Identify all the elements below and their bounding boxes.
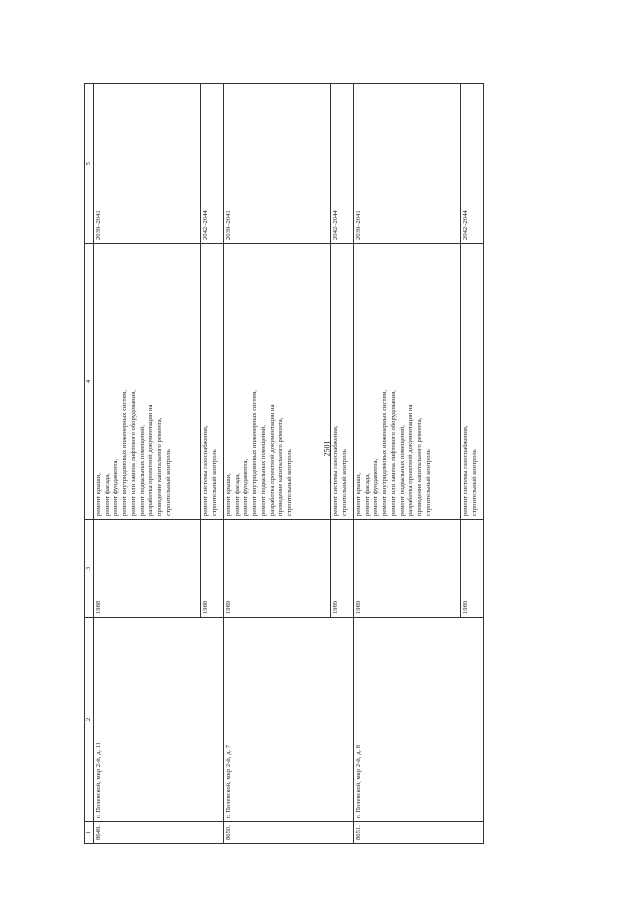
work-item: строительный контроль [470,449,478,516]
row-period: 2042–2044 [331,84,354,244]
row-works [354,244,461,520]
row-period: 2039–2041 [94,84,201,244]
row-address: г. Полевской, мкр 2-й, д. 11 [94,618,224,822]
work-item: ремонт системы газоснабжения, [462,425,469,516]
row-works [461,244,484,520]
work-item: ремонт внутридомовых инженерных систем, [381,389,389,516]
row-address: г. Полевской, мкр 2-й, д. 7 [224,618,354,822]
rotated-register [84,84,519,844]
work-item: проведение капитального ремонта, [415,417,423,516]
page-number: 2501 [322,440,332,457]
work-item: строительный контроль [285,449,293,516]
work-item: ремонт крыши, [225,473,232,516]
work-item: разработка проектной документации на [407,404,415,516]
row-number: 8650. [224,822,354,844]
table-header-row [85,84,94,844]
work-item: ремонт фасада, [103,473,111,516]
row-period: 2039–2041 [224,84,331,244]
row-period: 2042–2044 [201,84,224,244]
work-item: ремонт внутридомовых инженерных систем, [121,389,129,516]
capital-repair-table [84,83,484,844]
row-works [331,244,354,520]
work-item: ремонт крыши, [355,473,362,516]
work-item: ремонт системы газоснабжения, [332,425,339,516]
row-year: 1988 [201,520,224,618]
header-col-5: 5 [85,84,94,244]
work-item: строительный контроль [164,449,172,516]
header-col-1: 1 [85,822,94,844]
work-item: строительный контроль [340,449,348,516]
work-item: ремонт фундамента, [242,458,250,516]
work-item: ремонт фундамента, [372,458,380,516]
row-period: 2039–2041 [354,84,461,244]
header-col-3: 3 [85,520,94,618]
row-works [94,244,201,520]
work-item: ремонт фундамента, [112,458,120,516]
work-item: разработка проектной документации на [268,404,276,516]
row-year: 1989 [354,520,461,618]
row-year: 1989 [224,520,331,618]
header-col-4: 4 [85,244,94,520]
work-item: ремонт фасада, [233,473,241,516]
header-col-2: 2 [85,618,94,822]
table-row [224,84,331,844]
work-item: ремонт или замена лифтового оборудования, [389,390,397,516]
table-row [354,84,461,844]
work-item: ремонт подвальных помещений, [398,425,406,516]
row-period: 2042–2044 [461,84,484,244]
row-number: 8651. [354,822,484,844]
work-item: строительный контроль [424,449,432,516]
row-number: 8649. [94,822,224,844]
work-item: ремонт фасада, [363,473,371,516]
work-item: ремонт крыши, [95,473,102,516]
table-row [94,84,201,844]
work-item: ремонт подвальных помещений, [259,425,267,516]
work-item: разработка проектной документации на [147,404,155,516]
work-item: ремонт или замена лифтового оборудования, [129,390,137,516]
work-item: ремонт системы газоснабжения, [202,425,209,516]
work-item: проведение капитального ремонта, [155,417,163,516]
work-item: ремонт внутридомовых инженерных систем, [251,389,259,516]
row-works [224,244,331,520]
row-address: г. Полевской, мкр 2-й, д. 8 [354,618,484,822]
row-year: 1988 [94,520,201,618]
work-item: ремонт подвальных помещений, [138,425,146,516]
work-item: строительный контроль [210,449,218,516]
row-year: 1989 [461,520,484,618]
work-item: проведение капитального ремонта, [277,417,285,516]
row-works [201,244,224,520]
row-year: 1989 [331,520,354,618]
